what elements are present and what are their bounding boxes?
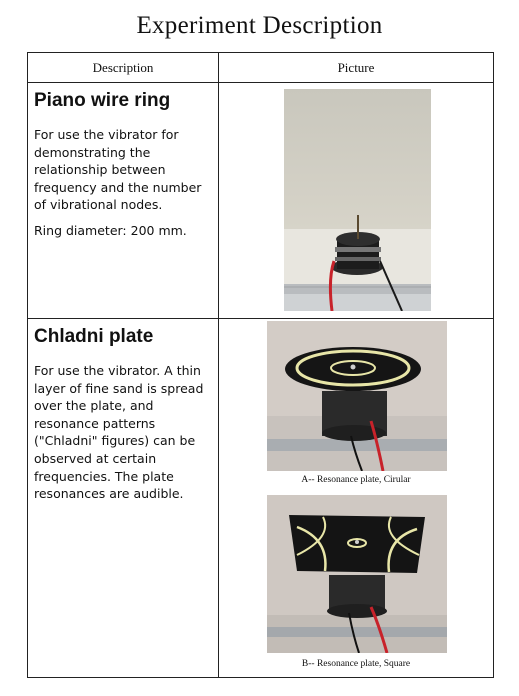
- row-heading: Piano wire ring: [34, 90, 171, 111]
- description-paragraph: Ring diameter: 200 mm.: [34, 222, 187, 238]
- vibrator-image: [284, 89, 431, 311]
- page-title: Experiment Description: [136, 12, 383, 39]
- circular-plate-caption: A-- Resonance plate, Cirular: [301, 475, 411, 485]
- table-row: [28, 83, 494, 319]
- description-paragraph: For use the vibrator. A thin layer of fine sand is spread over the plate, and resonance patterns ("Chladni" figures) can be observed at certain frequencies. The plate resonances are audible.: [34, 363, 204, 502]
- description-cell: [28, 319, 219, 678]
- table-header-row: [28, 53, 494, 83]
- square-plate-caption: B-- Resonance plate, Square: [301, 659, 411, 669]
- table-row: [28, 319, 494, 678]
- picture-cell: [219, 83, 494, 319]
- description-paragraph: For use the vibrator for demonstrating the relationship between frequency and the number of vibrational nodes.: [34, 127, 202, 213]
- piano-wire-ring-photo: [284, 89, 431, 311]
- square-plate-photo: [267, 495, 447, 653]
- picture-cell: [219, 319, 494, 678]
- header-description: Description: [28, 53, 219, 83]
- square-plate-image: [267, 495, 447, 653]
- experiment-table: [27, 52, 494, 678]
- circular-plate-photo: [267, 321, 447, 471]
- row-heading: Chladni plate: [34, 326, 154, 347]
- circular-plate-image: [267, 321, 447, 471]
- description-cell: [28, 83, 219, 319]
- header-picture: Picture: [219, 53, 494, 83]
